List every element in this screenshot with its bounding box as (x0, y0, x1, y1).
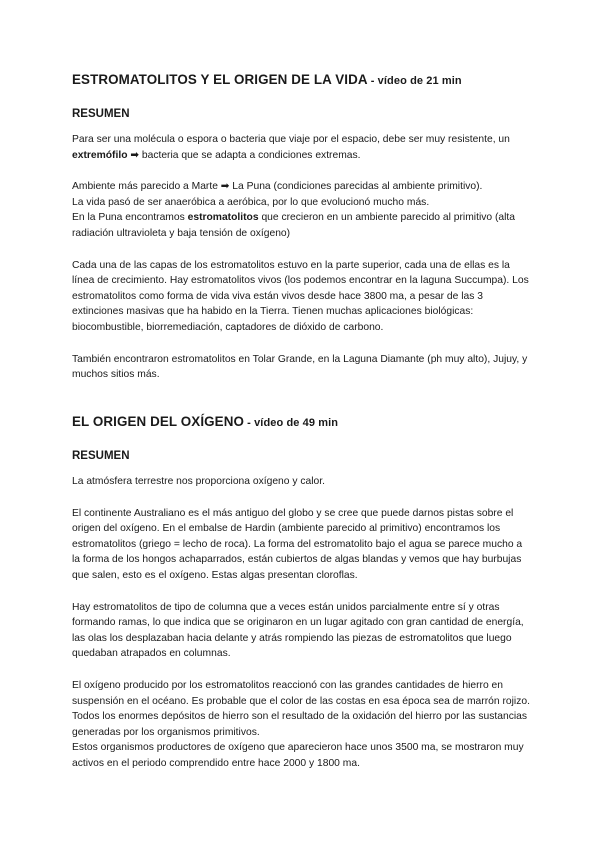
section-estromatolitos (72, 72, 532, 399)
text-run: que crecieron en un ambiente parecido al primitivo (alta radiación ultravioleta y baja tensión de oxígeno) (72, 212, 515, 239)
title-text: EL ORIGEN DEL OXÍGENO (72, 414, 244, 429)
paragraph: Cada una de las capas de los estromatolitos estuvo en la parte superior, cada una de ellas es la línea de crecimiento. Hay estromatolitos vivos (los podemos encontrar en la laguna Succumpa). Los estromatolitos como forma de vida viva están vivos desde hace 3800 ma, a pesar de las 3 extinciones masivas que ha habido en la Tierra. Tienen muchas aplicaciones biológicas: biocombustible, biorremediación, captadores de dióxido de carbono. (72, 259, 529, 333)
title-subtitle: - vídeo de 49 min (244, 417, 339, 429)
text-run: En la Puna encontramos (72, 212, 188, 224)
text-line: Estos organismos productores de oxígeno que aparecieron hace unos 3500 ma, se mostraron muy activos en el periodo comprendido entre hace 2000 y 1800 ma. (72, 742, 524, 769)
paragraph: Hay estromatolitos de tipo de columna que a veces están unidos parcialmente entre sí y otras formando ramas, lo que indica que se originaron en un lugar agitado con gran cantidad de energía, las olas los desplazaban hacia delante y atrás rompiendo las piezas de estromatolitos que luego quedaban atrapados en columnas. (72, 601, 524, 660)
paragraph: La atmósfera terrestre nos proporciona oxígeno y calor. (72, 476, 325, 487)
text-line: Todos los enormes depósitos de hierro son el resultado de la oxidación del hierro por las sustancias generadas por los organismos primitivos. (72, 711, 528, 738)
text-run: Para ser una molécula o espora o bacteria que viaje por el espacio, debe ser muy resistente, un (72, 134, 510, 145)
text-line: Ambiente más parecido a Marte ➡ La Puna (condiciones parecidas al ambiente primitivo). (72, 181, 483, 193)
section-title (72, 414, 532, 429)
paragraph (72, 678, 532, 772)
section-oxigeno (72, 414, 532, 788)
section-title (72, 72, 532, 87)
text-line: La vida pasó de ser anaeróbica a aeróbica, por lo que evolucionó mucho más. (72, 196, 430, 208)
title-text: ESTROMATOLITOS Y EL ORIGEN DE LA VIDA (72, 72, 368, 87)
paragraph (72, 179, 532, 241)
paragraph: También encontraron estromatolitos en Tolar Grande, en la Laguna Diamante (ph muy alto), Jujuy, y muchos sitios más. (72, 353, 528, 381)
bold-term: extremófilo ➡ (72, 149, 139, 161)
text-line: El oxígeno producido por los estromatolitos reaccionó con las grandes cantidades de hierro en suspensión en el océano. Es probable que el color de las costas en esa época sea de marrón rojizo. (72, 679, 530, 707)
resumen-heading: RESUMEN (72, 450, 130, 462)
paragraph: El continente Australiano es el más antiguo del globo y se cree que puede darnos pistas sobre el origen del oxígeno. En el embalse de Hardin (ambiente parecido al primitivo) encontramos los estromatolitos (griego = lecho de roca). La forma del estromatolito bajo el agua se parece mucho a la forma de los hongos achaparrados, están cubiertos de algas blandas y vemos que hay burbujas que salen, esto es el oxígeno. Estas algas presentan cloroflas. (72, 507, 523, 581)
title-subtitle: - vídeo de 21 min (367, 75, 462, 87)
bold-term: estromatolitos (187, 212, 259, 224)
text-run: bacteria que se adapta a condiciones extremas. (139, 149, 361, 161)
paragraph (72, 132, 532, 163)
resumen-heading: RESUMEN (72, 108, 130, 120)
